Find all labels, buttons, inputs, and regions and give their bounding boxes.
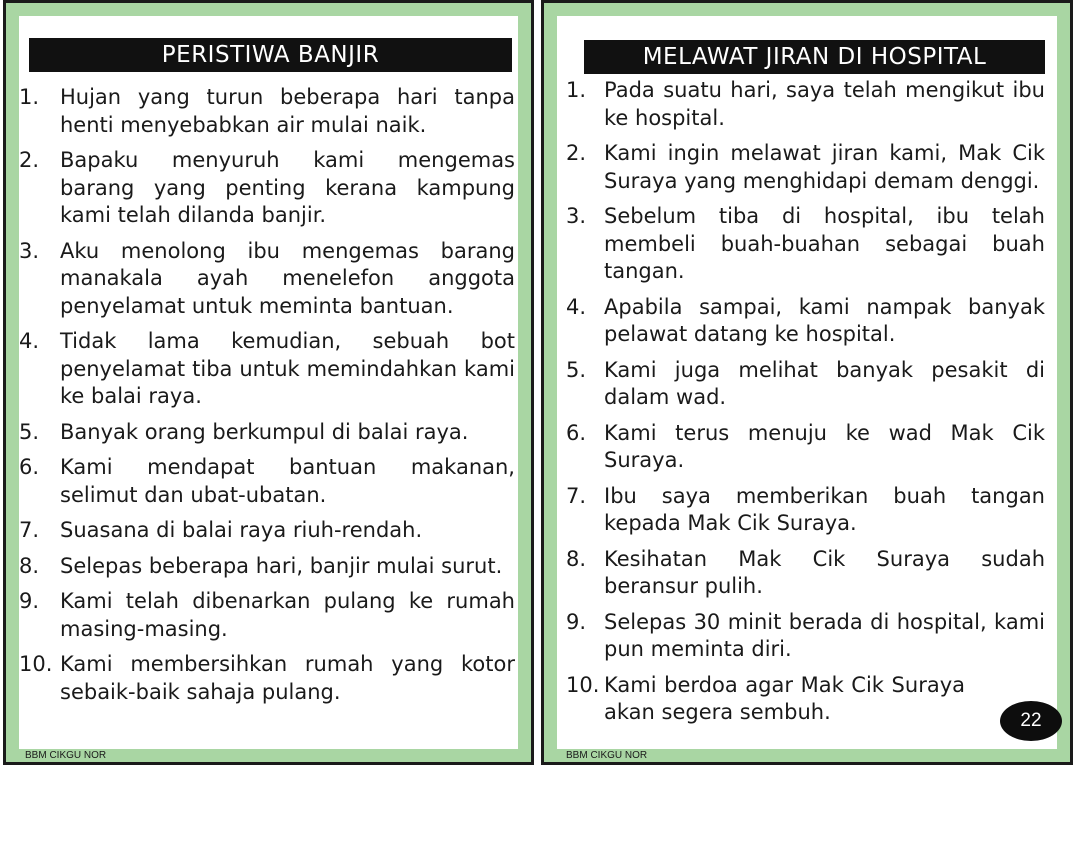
item-text: Hujan yang turun beberapa hari tanpa henti menyebabkan air mulai naik. [60, 85, 515, 137]
item-number: 7. [566, 483, 587, 508]
list-item [557, 357, 1045, 412]
item-number: 7. [19, 518, 40, 542]
item-text: Pada suatu hari, saya telah mengikut ibu ke hospital. [604, 78, 1045, 130]
item-text: Kami juga melihat banyak pesakit di dalam wad. [604, 357, 1045, 409]
item-number: 10. [566, 672, 600, 697]
list-item [19, 651, 515, 706]
list-item [19, 84, 515, 139]
item-text: Kami mendapat bantuan makanan, selimut dan ubat-ubatan. [60, 455, 515, 507]
footer-credit: BBM CIKGU NOR [566, 750, 648, 761]
story-list [557, 77, 1045, 735]
item-text: Kami ingin melawat jiran kami, Mak Cik Suraya yang menghidapi demam denggi. [604, 141, 1045, 193]
item-number: 1. [566, 78, 587, 102]
list-item [19, 517, 515, 545]
list-item [557, 483, 1045, 538]
list-item [19, 328, 515, 411]
card-title: MELAWAT JIRAN DI HOSPITAL [584, 40, 1045, 74]
card-body [19, 16, 518, 761]
list-item [557, 77, 1045, 132]
item-number: 3. [566, 204, 587, 228]
list-item [557, 420, 1045, 475]
item-text: Selepas 30 minit berada di hospital, kami pun meminta diri. [604, 609, 1045, 661]
item-number: 10. [19, 652, 53, 676]
list-item [557, 609, 1045, 664]
item-number: 4. [19, 329, 40, 353]
list-item [19, 238, 515, 321]
item-number: 4. [566, 294, 587, 319]
item-number: 2. [19, 148, 40, 172]
item-text: Selepas beberapa hari, banjir mulai surut. [60, 553, 503, 578]
item-text: Kami membersihkan rumah yang kotor sebaik-baik sahaja pulang. [60, 652, 515, 704]
card-title: PERISTIWA BANJIR [29, 38, 512, 72]
item-text: Sebelum tiba di hospital, ibu telah membeli buah-buahan sebagai buah tangan. [604, 204, 1045, 283]
item-number: 9. [566, 609, 587, 634]
story-list [19, 84, 515, 714]
list-item [557, 140, 1045, 195]
item-number: 5. [19, 419, 40, 444]
card-peristiwa-banjir [3, 0, 534, 765]
item-text: Apabila sampai, kami nampak banyak pelawat datang ke hospital. [604, 294, 1045, 346]
page-number-badge: 22 [1000, 701, 1062, 741]
item-number: 8. [566, 546, 587, 571]
item-text: Kami berdoa agar Mak Cik Suraya akan segera sembuh. [604, 672, 965, 724]
list-item [557, 546, 1045, 601]
item-number: 5. [566, 357, 587, 382]
item-number: 9. [19, 589, 40, 613]
item-text: Kami terus menuju ke wad Mak Cik Suraya. [604, 420, 1045, 472]
item-number: 8. [19, 553, 40, 578]
list-item [19, 553, 515, 581]
list-item [557, 294, 1045, 349]
item-text: Ibu saya memberikan buah tangan kepada Mak Cik Suraya. [604, 483, 1045, 535]
item-number: 6. [19, 455, 40, 479]
item-text: Aku menolong ibu mengemas barang manakala ayah menelefon anggota penyelamat untuk meminta bantuan. [60, 238, 515, 318]
list-item [557, 203, 1045, 286]
card-body [557, 16, 1057, 761]
item-text: Bapaku menyuruh kami mengemas barang yang penting kerana kampung kami telah dilanda banjir. [60, 148, 515, 227]
list-item [19, 454, 515, 509]
footer-credit: BBM CIKGU NOR [25, 750, 107, 761]
item-text: Suasana di balai raya riuh-rendah. [60, 518, 423, 542]
item-text: Kami telah dibenarkan pulang ke rumah masing-masing. [60, 589, 515, 641]
item-number: 1. [19, 85, 40, 109]
item-number: 3. [19, 238, 40, 263]
card-melawat-jiran [541, 0, 1073, 765]
item-number: 6. [566, 420, 587, 445]
list-item [19, 588, 515, 643]
item-number: 2. [566, 141, 587, 165]
list-item [557, 672, 1045, 727]
item-text: Kesihatan Mak Cik Suraya sudah beransur pulih. [604, 546, 1045, 598]
item-text: Banyak orang berkumpul di balai raya. [60, 419, 469, 444]
item-text: Tidak lama kemudian, sebuah bot penyelamat tiba untuk memindahkan kami ke balai raya. [60, 329, 515, 408]
list-item [19, 147, 515, 230]
list-item [19, 419, 515, 447]
